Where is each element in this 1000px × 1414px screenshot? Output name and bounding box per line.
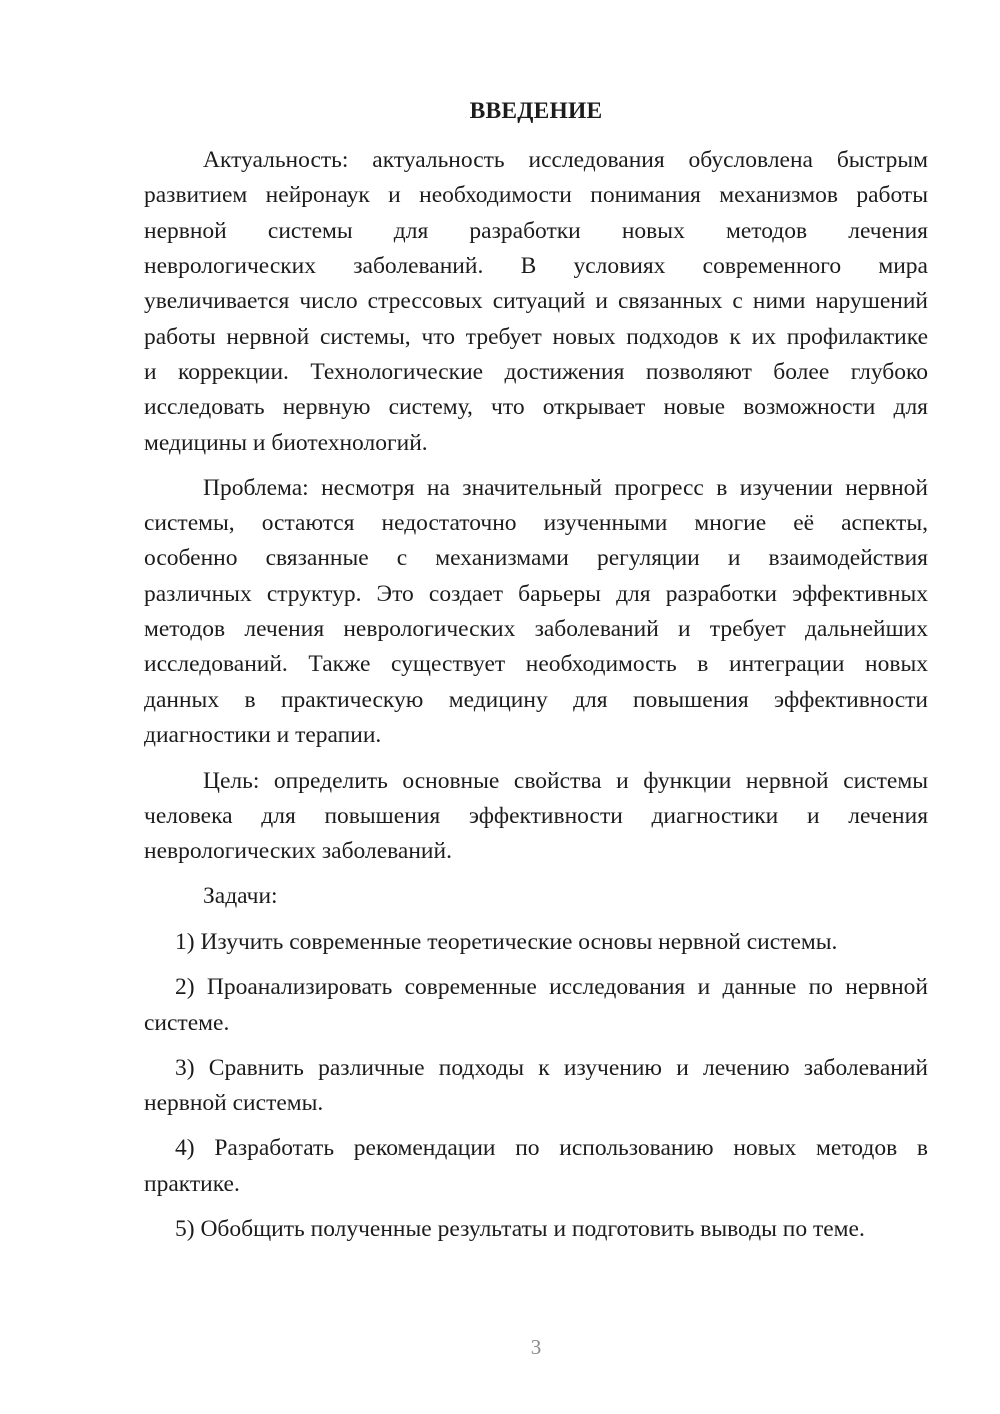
task-line: 2) Проанализировать современные исследования и данные по нервной [175,974,928,1000]
task-line: 4) Разработать рекомендации по использованию новых методов в [175,1135,928,1161]
task-line: практике. [144,1171,240,1197]
paragraph-line: методов лечения неврологических заболеваний и требует дальнейших [144,616,928,642]
tasks-heading: Задачи: [203,883,278,909]
task-line: 3) Сравнить различные подходы к изучению и лечению заболеваний [175,1055,928,1081]
paragraph-line: системы, остаются недостаточно изученными многие её аспекты, [144,510,928,536]
task-line: 5) Обобщить полученные результаты и подготовить выводы по теме. [175,1216,865,1242]
page-title: ВВЕДЕНИЕ [469,98,603,124]
task-line: нервной системы. [144,1090,324,1116]
paragraph-line: различных структур. Это создает барьеры для разработки эффективных [144,581,928,607]
paragraph-line: неврологических заболеваний. В условиях современного мира [144,253,928,279]
paragraph-line: Цель: определить основные свойства и функции нервной системы [203,768,928,794]
paragraph-line: Проблема: несмотря на значительный прогресс в изучении нервной [203,475,928,501]
task-line: системе. [144,1010,230,1036]
task-line: 1) Изучить современные теоретические основы нервной системы. [175,929,838,955]
paragraph-line: работы нервной системы, что требует новых подходов к их профилактике [144,324,928,350]
paragraph-line: исследовать нервную систему, что открывает новые возможности для [144,394,928,420]
paragraph-line: нервной системы для разработки новых методов лечения [144,218,928,244]
page-number: 3 [530,1335,542,1359]
paragraph-line: особенно связанные с механизмами регуляции и взаимодействия [144,545,928,571]
paragraph-line: неврологических заболеваний. [144,838,452,864]
paragraph-line: исследований. Также существует необходимость в интеграции новых [144,651,928,677]
paragraph-line: увеличивается число стрессовых ситуаций и связанных с ними нарушений [144,288,928,314]
paragraph-line: данных в практическую медицину для повышения эффективности [144,687,928,713]
paragraph-line: диагностики и терапии. [144,722,382,748]
paragraph-line: и коррекции. Технологические достижения позволяют более глубоко [144,359,928,385]
paragraph-line: Актуальность: актуальность исследования обусловлена быстрым [203,147,928,173]
paragraph-line: человека для повышения эффективности диагностики и лечения [144,803,928,829]
paragraph-line: медицины и биотехнологий. [144,430,428,456]
paragraph-line: развитием нейронаук и необходимости понимания механизмов работы [144,182,928,208]
